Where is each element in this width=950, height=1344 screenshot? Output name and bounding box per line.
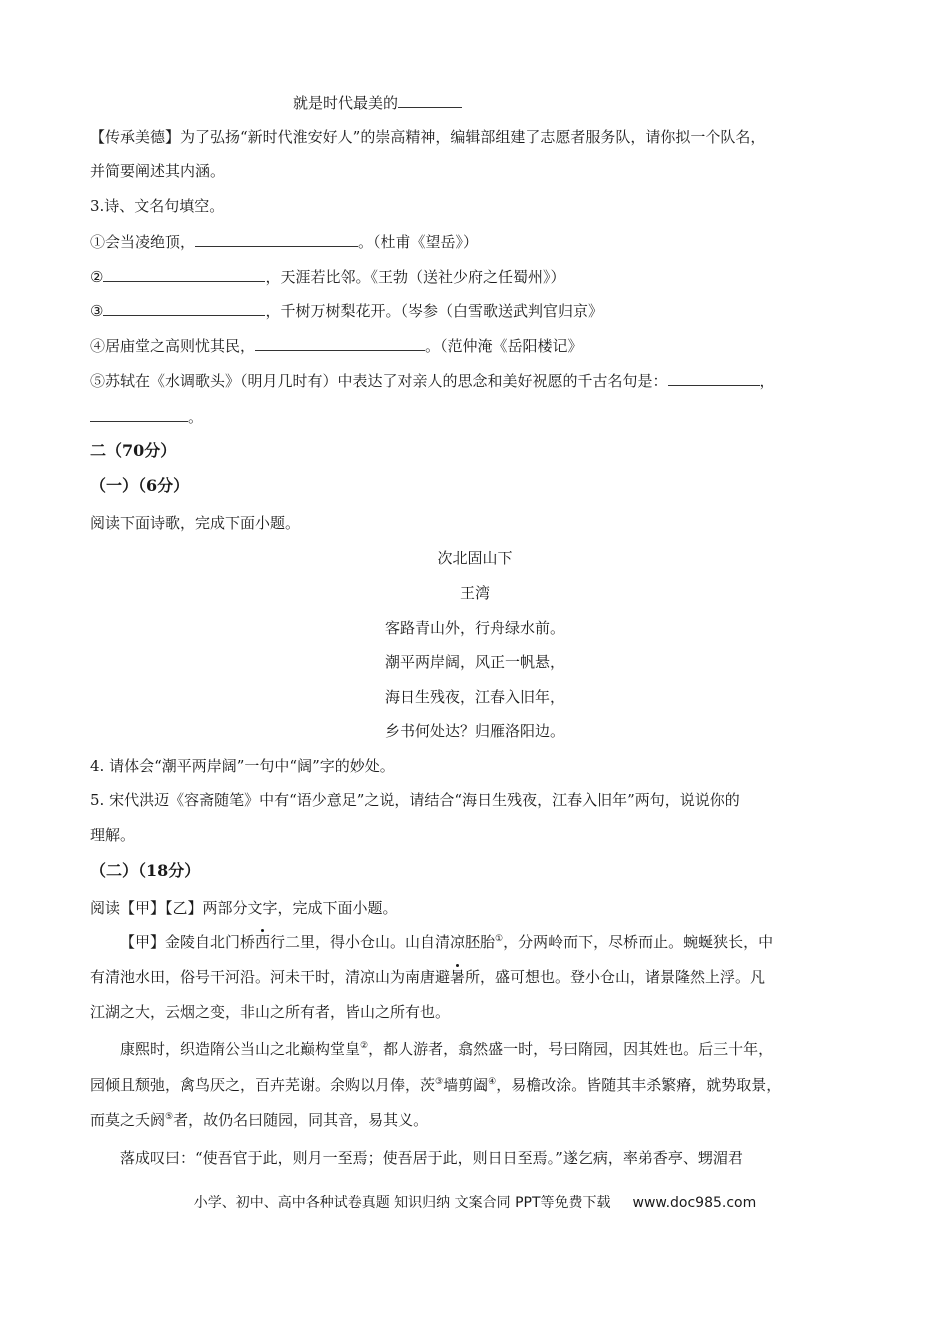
poem-author: 王湾 (459, 584, 490, 602)
poem-line-4: 乡书何处达？归雁洛阳边。 (384, 722, 565, 740)
footer-link[interactable]: www.doc985.com (632, 1195, 757, 1211)
passage-text: ，分两岭而下，尽桥而止。蜿蜒狭长，中 (503, 933, 774, 951)
question-3-item-5-cont (90, 406, 203, 427)
passage-text: 墙剪阖 (443, 1076, 489, 1094)
section-2-part-1-title: （一）（6分） (90, 476, 190, 495)
passage-text: 【甲】金陵自北门桥 (120, 933, 256, 951)
section-2-part-2-title: （二）（18分） (90, 861, 201, 880)
question-3-item-3 (90, 300, 603, 321)
footnote-mark: ④ (488, 1077, 497, 1087)
answer-blank (398, 92, 462, 108)
item-text: ①会当凌绝顶， (90, 233, 196, 251)
footnote-mark: ⑤ (165, 1112, 174, 1122)
passage-paragraph-2 (120, 1039, 773, 1059)
question-3-title: 3.诗、文名句填空。 (90, 197, 225, 215)
task-heading-line-2: 并简要阐述其内涵。 (90, 162, 226, 180)
question-5: 5. 宋代洪迈《容斋随笔》中有“语少意足”之说，请结合“海日生残夜，江春入旧年”两句，说说你的 (90, 791, 740, 809)
passage-text: 园倾且颓弛，禽鸟厌之，百卉芜谢。余购以月俸，茨 (90, 1076, 436, 1094)
passage-paragraph-1-line-2 (90, 967, 765, 987)
passage-text: 而莫之夭阏 (90, 1111, 166, 1129)
item-text: ④居庙堂之高则忧其民， (90, 337, 256, 355)
poem-line-1: 客路青山外，行舟绿水前。 (384, 619, 565, 637)
answer-blank (90, 406, 188, 422)
passage-text: 行二里，得小仓山。山自清凉胚胎 (270, 933, 496, 951)
item-text: 。（范仲淹《岳阳楼记》 (425, 337, 583, 355)
question-3-item-5 (90, 370, 775, 391)
item-text: ② (90, 268, 104, 286)
question-3-item-4 (90, 335, 583, 356)
item-text: ③ (90, 302, 104, 320)
answer-blank (103, 266, 265, 282)
item-text: ， (759, 372, 775, 390)
passage-text: ，都人游者，翕然盛一时，号曰隋园，因其姓也。后三十年， (368, 1040, 774, 1058)
question-3-item-1 (90, 231, 478, 252)
poem-line-2: 潮平两岸阔，风正一帆悬， (384, 653, 565, 671)
passage-paragraph-2-line-2 (90, 1075, 781, 1095)
passage-text: 者，故仍名曰随园，同其音，易其义。 (173, 1111, 429, 1129)
question-5-cont: 理解。 (90, 826, 136, 844)
answer-blank (195, 231, 358, 247)
emphasis-char: 西 (255, 933, 271, 951)
passage-intro: 阅读【甲】【乙】两部分文字，完成下面小题。 (90, 899, 398, 917)
footnote-mark: ③ (435, 1077, 444, 1087)
item-text: 。 (188, 408, 204, 426)
item-text: ⑤苏轼在《水调歌头》（明月几时有）中表达了对亲人的思念和美好祝愿的千古名句是： (90, 372, 668, 390)
passage-paragraph-1 (120, 932, 773, 952)
poem-intro: 阅读下面诗歌，完成下面小题。 (90, 514, 301, 532)
item-text: ，天涯若比邻。《王勃（送社少府之任蜀州》） (265, 268, 566, 286)
emphasis-char: 暑 (450, 968, 466, 986)
poem-line-3: 海日生残夜，江春入旧年， (384, 688, 565, 706)
section-2-title: 二（70分） (90, 441, 177, 460)
poem-title: 次北固山下 (437, 549, 513, 567)
passage-paragraph-1-line-3: 江湖之大，云烟之变，非山之所有者，皆山之所有也。 (90, 1003, 451, 1021)
answer-blank (668, 370, 760, 386)
item-text: 。（杜甫《望岳》） (358, 233, 479, 251)
passage-paragraph-2-line-3 (90, 1110, 428, 1130)
passage-text: 所，盛可想也。登小仓山，诸景隆然上浮。凡 (465, 968, 766, 986)
footer-text: 小学、初中、高中各种试卷真题 知识归纳 文案合同 PPT等免费下载 (193, 1195, 611, 1211)
answer-blank (103, 300, 265, 316)
task-heading-line: 【传承美德】为了弘扬“新时代淮安好人”的崇高精神，编辑部组建了志愿者服务队，请你拟一个队名， (90, 128, 766, 146)
page-footer (0, 1192, 950, 1212)
passage-text: ，易檐改涂。皆随其丰杀繁瘠，就势取景， (496, 1076, 782, 1094)
question-3-item-2 (90, 266, 565, 287)
answer-blank (255, 335, 425, 351)
item-text: ，千树万树梨花开。（岑参（白雪歌送武判官归京》 (265, 302, 603, 320)
line-text: 就是时代最美的 (293, 94, 399, 112)
question-4: 4. 请体会“潮平两岸阔”一句中“阔”字的妙处。 (90, 757, 395, 775)
passage-text: 有清池水田，俗号干河沿。河未干时，清凉山为南唐避 (90, 968, 451, 986)
blank-sentence-line (293, 92, 462, 113)
footnote-mark: ① (495, 934, 504, 944)
passage-paragraph-3: 落成叹曰：“使吾官于此，则月一至焉；使吾居于此，则日日至焉。”遂乞病，率弟香亭、甥湄君 (120, 1149, 743, 1167)
footnote-mark: ② (360, 1041, 369, 1051)
passage-text: 康熙时，织造隋公当山之北巅构堂皇 (120, 1040, 361, 1058)
